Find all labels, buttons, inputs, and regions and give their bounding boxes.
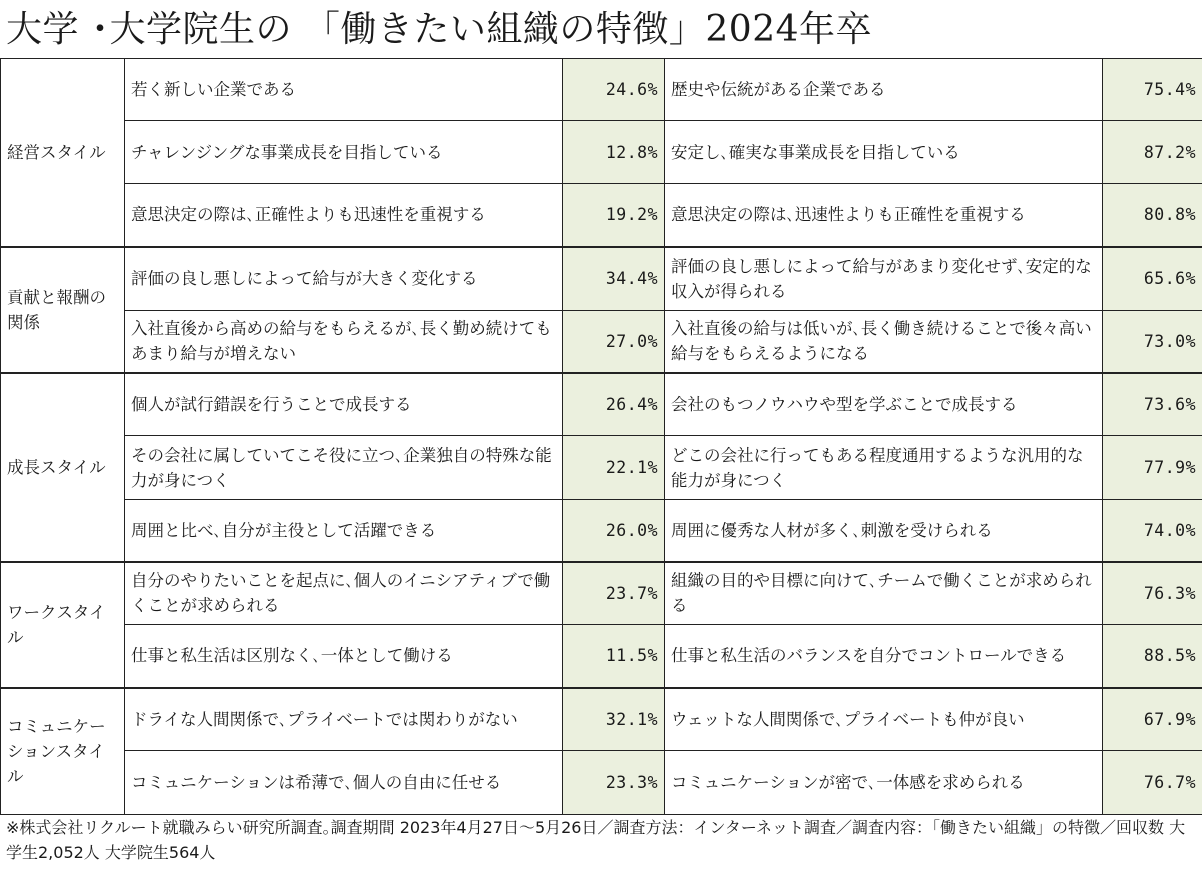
category-cell: コミュニケーションスタイル — [1, 688, 125, 815]
table-row — [1, 436, 1202, 500]
right-statement-cell: ウェットな人間関係で､プライベートも仲が良い — [665, 688, 1103, 751]
left-statement-cell: 仕事と私生活は区別なく､一体として働ける — [125, 625, 563, 688]
survey-table — [0, 58, 1202, 815]
right-percent-cell: 80.8% — [1103, 184, 1202, 247]
category-cell: ワークスタイル — [1, 562, 125, 688]
right-percent-cell: 87.2% — [1103, 121, 1202, 184]
right-statement-cell: 周囲に優秀な人材が多く､刺激を受けられる — [665, 500, 1103, 562]
left-statement-cell: チャレンジングな事業成長を目指している — [125, 121, 563, 184]
category-cell: 貢献と報酬の関係 — [1, 247, 125, 373]
left-statement-cell: その会社に属していてこそ役に立つ､企業独自の特殊な能力が身につく — [125, 436, 563, 500]
left-statement-cell: 個人が試行錯誤を行うことで成長する — [125, 373, 563, 436]
right-percent-cell: 76.7% — [1103, 751, 1202, 815]
left-statement-cell: コミュニケーションは希薄で､個人の自由に任せる — [125, 751, 563, 815]
left-percent-cell: 23.7% — [563, 562, 665, 625]
left-percent-cell: 23.3% — [563, 751, 665, 815]
right-statement-cell: 組織の目的や目標に向けて､チームで働くことが求められる — [665, 562, 1103, 625]
right-statement-cell: 安定し､確実な事業成長を目指している — [665, 121, 1103, 184]
left-percent-cell: 19.2% — [563, 184, 665, 247]
table-row — [1, 500, 1202, 562]
left-percent-cell: 32.1% — [563, 688, 665, 751]
right-statement-cell: 入社直後の給与は低いが､長く働き続けることで後々高い給与をもらえるようになる — [665, 311, 1103, 373]
left-percent-cell: 34.4% — [563, 247, 665, 311]
left-statement-cell: 評価の良し悪しによって給与が大きく変化する — [125, 247, 563, 311]
right-percent-cell: 67.9% — [1103, 688, 1202, 751]
left-percent-cell: 27.0% — [563, 311, 665, 373]
right-percent-cell: 77.9% — [1103, 436, 1202, 500]
left-statement-cell: 周囲と比べ､自分が主役として活躍できる — [125, 500, 563, 562]
left-percent-cell: 11.5% — [563, 625, 665, 688]
table-row — [1, 562, 1202, 625]
table-row — [1, 121, 1202, 184]
left-percent-cell: 26.0% — [563, 500, 665, 562]
table-row — [1, 373, 1202, 436]
right-statement-cell: 歴史や伝統がある企業である — [665, 59, 1103, 121]
right-percent-cell: 73.0% — [1103, 311, 1202, 373]
right-statement-cell: 会社のもつノウハウや型を学ぶことで成長する — [665, 373, 1103, 436]
right-statement-cell: コミュニケーションが密で､一体感を求められる — [665, 751, 1103, 815]
source-footnote: ※株式会社リクルート就職みらい研究所調査｡調査期間 2023年4月27日～5月26日／調査方法：インターネット調査／調査内容：「働きたい組織」の特徴／回収数 大学生2,052人 大学院生564人 — [6, 818, 1186, 862]
page-title: 大学 ･大学院生の 「働きたい組織の特徴」2024年卒 — [6, 9, 873, 50]
table-row — [1, 311, 1202, 373]
left-percent-cell: 12.8% — [563, 121, 665, 184]
left-statement-cell: ドライな人間関係で､プライベートでは関わりがない — [125, 688, 563, 751]
left-statement-cell: 意思決定の際は､正確性よりも迅速性を重視する — [125, 184, 563, 247]
table-row — [1, 625, 1202, 688]
right-percent-cell: 75.4% — [1103, 59, 1202, 121]
left-statement-cell: 入社直後から高めの給与をもらえるが､長く勤め続けてもあまり給与が増えない — [125, 311, 563, 373]
left-percent-cell: 24.6% — [563, 59, 665, 121]
right-statement-cell: 評価の良し悪しによって給与があまり変化せず､安定的な収入が得られる — [665, 247, 1103, 311]
right-percent-cell: 74.0% — [1103, 500, 1202, 562]
left-percent-cell: 26.4% — [563, 373, 665, 436]
right-statement-cell: 仕事と私生活のバランスを自分でコントロールできる — [665, 625, 1103, 688]
right-percent-cell: 88.5% — [1103, 625, 1202, 688]
table-row — [1, 59, 1202, 121]
left-percent-cell: 22.1% — [563, 436, 665, 500]
left-statement-cell: 若く新しい企業である — [125, 59, 563, 121]
right-percent-cell: 73.6% — [1103, 373, 1202, 436]
right-percent-cell: 76.3% — [1103, 562, 1202, 625]
right-statement-cell: 意思決定の際は､迅速性よりも正確性を重視する — [665, 184, 1103, 247]
table-row — [1, 688, 1202, 751]
category-cell: 成長スタイル — [1, 373, 125, 562]
table-row — [1, 247, 1202, 311]
table-row — [1, 184, 1202, 247]
category-cell: 経営スタイル — [1, 59, 125, 247]
right-percent-cell: 65.6% — [1103, 247, 1202, 311]
left-statement-cell: 自分のやりたいことを起点に､個人のイニシアティブで働くことが求められる — [125, 562, 563, 625]
table-row — [1, 751, 1202, 815]
right-statement-cell: どこの会社に行ってもある程度通用するような汎用的な能力が身につく — [665, 436, 1103, 500]
